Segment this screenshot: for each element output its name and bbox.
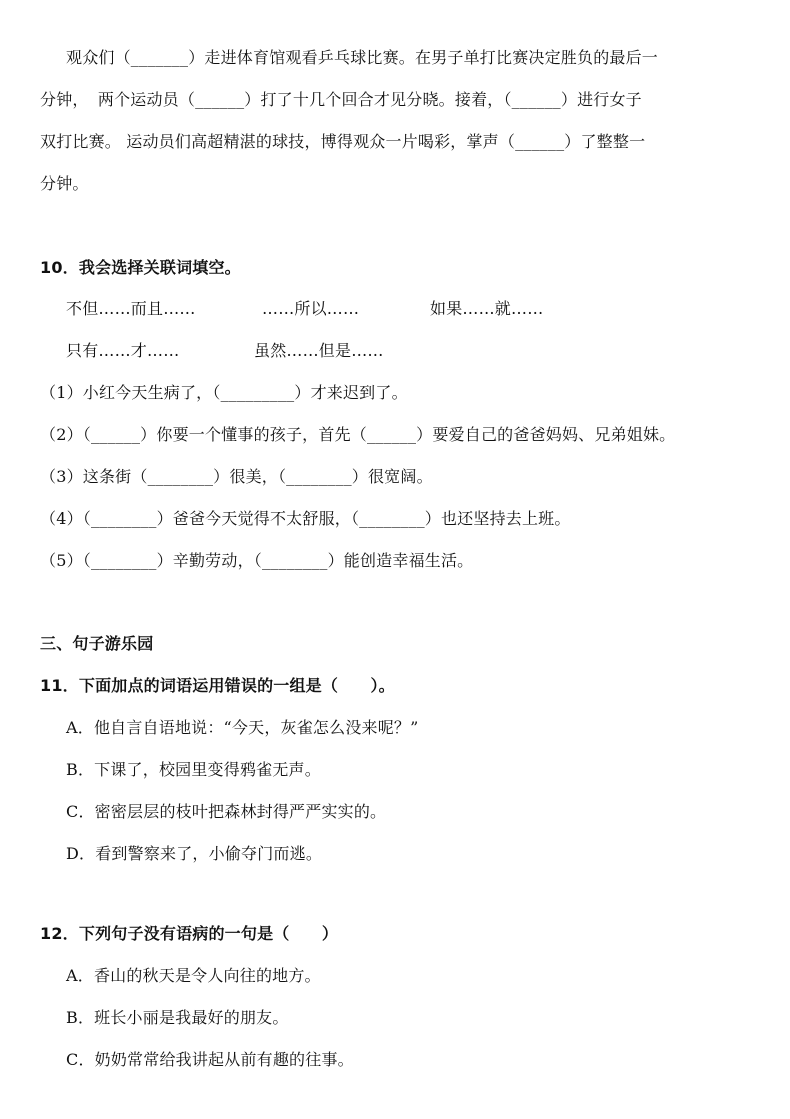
q11-choice-d: D．看到警察来了，小偷夺门而逃。 — [66, 844, 323, 863]
q10-item-4: （4）（________）爸爸今天觉得不太舒服，（________）也还坚持去上班。 — [40, 509, 571, 528]
q12-heading: 12．下列句子没有语病的一句是（ ） — [40, 924, 339, 943]
q12-choice-c: C．奶奶常常给我讲起从前有趣的往事。 — [66, 1050, 354, 1069]
connective-option: 不但……而且…… — [66, 299, 196, 318]
connective-option: ……所以…… — [262, 299, 360, 318]
q12-choice-a: A．香山的秋天是令人向往的地方。 — [66, 966, 321, 985]
connective-option: 只有……才…… — [66, 341, 180, 360]
connective-option: 虽然……但是…… — [254, 341, 384, 360]
q10-item-2: （2）（______）你要一个懂事的孩子，首先（______）要爱自己的爸爸妈妈、兄弟姐妹。 — [40, 425, 676, 444]
q11-heading: 11．下面加点的词语运用错误的一组是（ ）。 — [40, 676, 395, 695]
passage-line-4: 分钟。 — [40, 174, 89, 193]
section-3-heading: 三、句子游乐园 — [40, 634, 154, 653]
passage-line-3: 双打比赛。 运动员们高超精湛的球技，博得观众一片喝彩，掌声（______）了整整一 — [40, 132, 646, 151]
q12-choice-b: B．班长小丽是我最好的朋友。 — [66, 1008, 289, 1027]
q11-choice-a: A．他自言自语地说：“今天，灰雀怎么没来呢？” — [66, 718, 419, 737]
q10-heading: 10．我会选择关联词填空。 — [40, 258, 241, 277]
q10-item-1: （1）小红今天生病了，（_________）才来迟到了。 — [40, 383, 408, 402]
q10-item-3: （3）这条街（________）很美，（________）很宽阔。 — [40, 467, 433, 486]
passage-line-2: 分钟， 两个运动员（______）打了十几个回合才见分晓。接着，（______）进行女子 — [40, 90, 642, 109]
q10-item-5: （5）（________）辛勤劳动，（________）能创造幸福生活。 — [40, 551, 474, 570]
q11-choice-c: C．密密层层的枝叶把森林封得严严实实的。 — [66, 802, 387, 821]
q11-choice-b: B．下课了，校园里变得鸦雀无声。 — [66, 760, 321, 779]
passage-line-1: 观众们（_______）走进体育馆观看乒乓球比赛。在男子单打比赛决定胜负的最后一 — [66, 48, 659, 67]
connective-option: 如果……就…… — [430, 299, 544, 318]
